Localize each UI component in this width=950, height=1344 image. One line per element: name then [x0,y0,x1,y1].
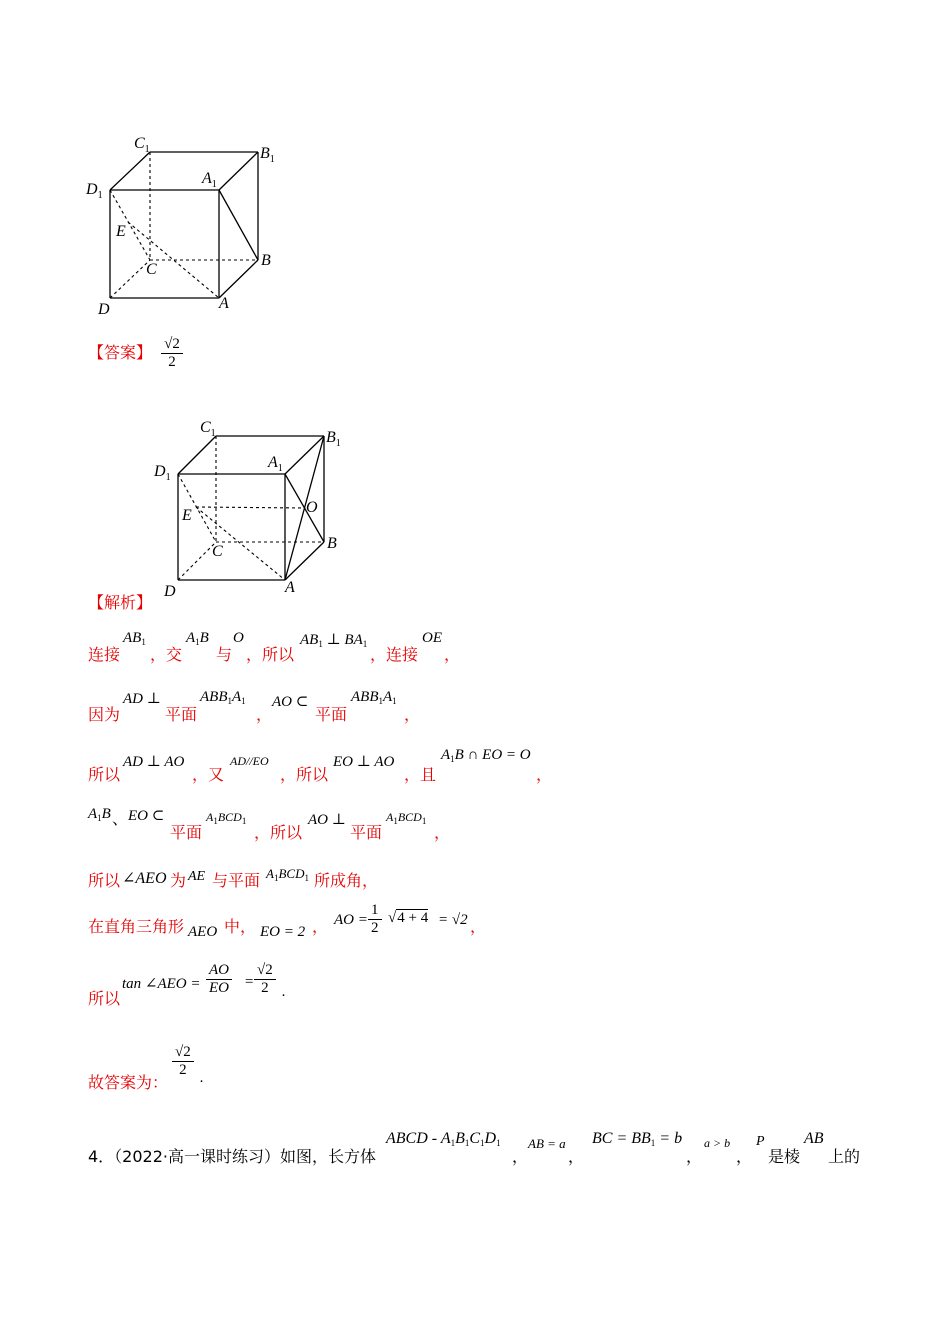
frac-half: $\frac{1}{2}$ [368,902,382,937]
label2-C1: $C_1$ [200,419,216,439]
cube-figure-2 [148,412,358,600]
label-B1: $B_1$ [260,145,275,165]
label-E: E [116,223,126,240]
frac-ao-eo: $\frac{AO}{EO}$ [206,962,232,997]
label2-A: A [285,579,295,596]
label2-B1: $B_1$ [326,429,341,449]
label-C: C [146,261,157,278]
frac-sqrt2-2: $\frac{√2}{2}$ [254,962,276,997]
analysis-tag: 【解析】 [88,593,153,612]
label-D: D [98,301,110,318]
label-B: B [261,252,271,269]
question-4: 4．（2022·高一课时练习）如图，长方体 ABCD - $A_1B_1C_1D_1$ ， AB = a ， BC = $BB_1 = b$ ， a > b ， P 是棱 AB 上的 [88,1130,861,1166]
label2-A1: $A_1$ [268,454,283,474]
answer-tag: 【答案】 [88,343,153,362]
label-D1: $D_1$ [86,181,103,201]
answer-fraction: $\frac{√2}{2}$ [161,336,183,371]
label-A: A [219,295,229,312]
label-C1: $C_1$ [134,135,150,155]
label-A1: $A_1$ [202,170,217,190]
label2-B: B [327,535,337,552]
label2-D1: $D_1$ [154,463,171,483]
answer-line [88,336,183,371]
final-fraction: $\frac{√2}{2}$ [172,1044,194,1079]
label2-O: O [306,499,318,516]
label2-E: E [182,507,192,524]
label2-D: D [164,583,176,600]
cube-figure-1 [80,128,300,323]
label2-C: C [212,543,223,560]
